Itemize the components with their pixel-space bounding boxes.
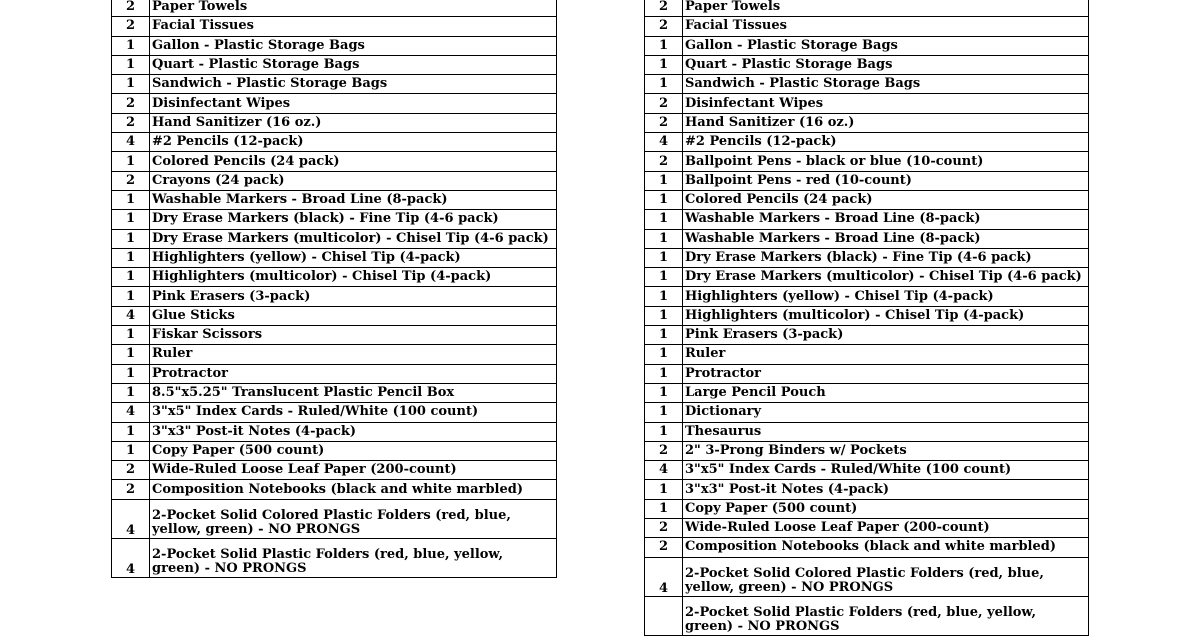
item-cell: 3"x5" Index Cards - Ruled/White (100 count) (683, 461, 1089, 480)
item-cell: Quart - Plastic Storage Bags (150, 55, 557, 74)
item-cell: Washable Markers - Broad Line (8-pack) (683, 229, 1089, 248)
table-row (112, 538, 557, 577)
table-row (112, 0, 557, 17)
quantity-cell: 1 (645, 306, 683, 325)
table-row (645, 0, 1089, 17)
table-row (645, 499, 1089, 518)
table-row (645, 461, 1089, 480)
table-row (645, 171, 1089, 190)
item-cell: 3"x5" Index Cards - Ruled/White (100 count) (150, 403, 557, 422)
quantity-cell: 1 (645, 171, 683, 190)
quantity-cell: 1 (112, 248, 150, 267)
item-cell: Gallon - Plastic Storage Bags (150, 36, 557, 55)
quantity-cell: 1 (645, 403, 683, 422)
item-cell: Paper Towels (150, 0, 557, 17)
quantity-cell: 4 (112, 306, 150, 325)
table-row (645, 75, 1089, 94)
table-row (112, 422, 557, 441)
item-cell: Protractor (150, 364, 557, 383)
quantity-cell: 1 (645, 190, 683, 209)
table-row (645, 36, 1089, 55)
supply-list-left (111, 0, 557, 578)
table-row (112, 210, 557, 229)
quantity-cell: 1 (645, 248, 683, 267)
table-row (112, 383, 557, 402)
table-row (645, 248, 1089, 267)
quantity-cell: 4 (112, 133, 150, 152)
item-cell: Gallon - Plastic Storage Bags (683, 36, 1089, 55)
quantity-cell: 2 (112, 480, 150, 499)
table-row (112, 345, 557, 364)
quantity-cell: 2 (112, 113, 150, 132)
quantity-cell: 1 (112, 152, 150, 171)
item-cell: #2 Pencils (12-pack) (683, 133, 1089, 152)
item-cell: Dictionary (683, 403, 1089, 422)
table-row (112, 17, 557, 36)
item-cell: Glue Sticks (150, 306, 557, 325)
quantity-cell: 4 (112, 499, 150, 538)
quantity-cell (645, 596, 683, 635)
quantity-cell: 1 (645, 268, 683, 287)
quantity-cell: 1 (645, 422, 683, 441)
quantity-cell: 1 (112, 287, 150, 306)
item-cell: 2-Pocket Solid Plastic Folders (red, blue, yellow, green) - NO PRONGS (150, 538, 557, 577)
item-cell: 3"x3" Post-it Notes (4-pack) (683, 480, 1089, 499)
table-row (645, 383, 1089, 402)
item-cell: Highlighters (yellow) - Chisel Tip (4-pack) (683, 287, 1089, 306)
item-cell: Disinfectant Wipes (683, 94, 1089, 113)
item-cell: Washable Markers - Broad Line (8-pack) (683, 210, 1089, 229)
item-cell: Highlighters (yellow) - Chisel Tip (4-pack) (150, 248, 557, 267)
quantity-cell: 2 (645, 17, 683, 36)
quantity-cell: 2 (112, 17, 150, 36)
item-cell: Sandwich - Plastic Storage Bags (150, 75, 557, 94)
quantity-cell: 1 (112, 345, 150, 364)
table-row (112, 461, 557, 480)
table-row (645, 519, 1089, 538)
quantity-cell: 1 (112, 55, 150, 74)
item-cell: 2-Pocket Solid Colored Plastic Folders (red, blue, yellow, green) - NO PRONGS (150, 499, 557, 538)
table-row (645, 441, 1089, 460)
quantity-cell: 1 (645, 326, 683, 345)
item-cell: Highlighters (multicolor) - Chisel Tip (4-pack) (683, 306, 1089, 325)
item-cell: Dry Erase Markers (black) - Fine Tip (4-6 pack) (150, 210, 557, 229)
quantity-cell: 2 (645, 94, 683, 113)
table-row (645, 152, 1089, 171)
quantity-cell: 4 (645, 461, 683, 480)
item-cell: Highlighters (multicolor) - Chisel Tip (4-pack) (150, 268, 557, 287)
item-cell: Disinfectant Wipes (150, 94, 557, 113)
table-row (645, 306, 1089, 325)
quantity-cell: 4 (112, 403, 150, 422)
quantity-cell: 1 (645, 480, 683, 499)
item-cell: Ruler (150, 345, 557, 364)
item-cell: Washable Markers - Broad Line (8-pack) (150, 190, 557, 209)
table-row (645, 133, 1089, 152)
table-row (645, 422, 1089, 441)
quantity-cell: 2 (112, 171, 150, 190)
quantity-cell: 1 (645, 55, 683, 74)
table-row (645, 210, 1089, 229)
table-row (112, 36, 557, 55)
quantity-cell: 1 (112, 229, 150, 248)
table-row (645, 538, 1089, 557)
item-cell: 3"x3" Post-it Notes (4-pack) (150, 422, 557, 441)
item-cell: Dry Erase Markers (black) - Fine Tip (4-6 pack) (683, 248, 1089, 267)
table-row (112, 403, 557, 422)
quantity-cell: 4 (645, 557, 683, 596)
quantity-cell: 1 (645, 210, 683, 229)
quantity-cell: 2 (645, 152, 683, 171)
quantity-cell: 1 (645, 287, 683, 306)
table-row (112, 326, 557, 345)
item-cell: Colored Pencils (24 pack) (150, 152, 557, 171)
quantity-cell: 1 (112, 190, 150, 209)
table-row (645, 229, 1089, 248)
item-cell: 8.5"x5.25" Translucent Plastic Pencil Box (150, 383, 557, 402)
quantity-cell: 1 (645, 345, 683, 364)
quantity-cell: 1 (645, 229, 683, 248)
item-cell: Wide-Ruled Loose Leaf Paper (200-count) (683, 519, 1089, 538)
table-row (645, 596, 1089, 635)
table-row (112, 248, 557, 267)
table-row (112, 499, 557, 538)
table-row (112, 480, 557, 499)
item-cell: Facial Tissues (150, 17, 557, 36)
quantity-cell: 1 (112, 326, 150, 345)
table-row (645, 364, 1089, 383)
quantity-cell: 1 (112, 268, 150, 287)
table-row (112, 113, 557, 132)
quantity-cell: 1 (645, 75, 683, 94)
quantity-cell: 4 (112, 538, 150, 577)
quantity-cell: 1 (112, 364, 150, 383)
table-row (645, 94, 1089, 113)
item-cell: Composition Notebooks (black and white marbled) (683, 538, 1089, 557)
quantity-cell: 1 (645, 383, 683, 402)
quantity-cell: 1 (112, 441, 150, 460)
quantity-cell: 2 (645, 0, 683, 17)
item-cell: #2 Pencils (12-pack) (150, 133, 557, 152)
item-cell: Thesaurus (683, 422, 1089, 441)
table-row (645, 557, 1089, 596)
quantity-cell: 1 (645, 36, 683, 55)
table-row (645, 326, 1089, 345)
table-row (112, 229, 557, 248)
table-row (112, 268, 557, 287)
item-cell: Composition Notebooks (black and white marbled) (150, 480, 557, 499)
item-cell: Copy Paper (500 count) (150, 441, 557, 460)
item-cell: 2-Pocket Solid Colored Plastic Folders (red, blue, yellow, green) - NO PRONGS (683, 557, 1089, 596)
item-cell: Sandwich - Plastic Storage Bags (683, 75, 1089, 94)
quantity-cell: 1 (645, 364, 683, 383)
item-cell: Dry Erase Markers (multicolor) - Chisel Tip (4-6 pack) (683, 268, 1089, 287)
item-cell: Facial Tissues (683, 17, 1089, 36)
table-row (112, 306, 557, 325)
table-row (645, 287, 1089, 306)
table-row (645, 345, 1089, 364)
quantity-cell: 2 (645, 519, 683, 538)
quantity-cell: 2 (645, 441, 683, 460)
table-row (112, 94, 557, 113)
quantity-cell: 1 (112, 210, 150, 229)
quantity-cell: 2 (112, 0, 150, 17)
table-row (645, 403, 1089, 422)
item-cell: Ballpoint Pens - red (10-count) (683, 171, 1089, 190)
item-cell: Hand Sanitizer (16 oz.) (150, 113, 557, 132)
table-row (645, 17, 1089, 36)
table-row (112, 75, 557, 94)
table-row (112, 441, 557, 460)
table-row (645, 55, 1089, 74)
quantity-cell: 1 (112, 36, 150, 55)
item-cell: Dry Erase Markers (multicolor) - Chisel Tip (4-6 pack) (150, 229, 557, 248)
item-cell: Crayons (24 pack) (150, 171, 557, 190)
supply-list-right-body (645, 0, 1089, 635)
item-cell: Copy Paper (500 count) (683, 499, 1089, 518)
quantity-cell: 1 (112, 383, 150, 402)
quantity-cell: 2 (645, 113, 683, 132)
item-cell: Ballpoint Pens - black or blue (10-count) (683, 152, 1089, 171)
quantity-cell: 1 (645, 499, 683, 518)
item-cell: Large Pencil Pouch (683, 383, 1089, 402)
table-row (112, 190, 557, 209)
item-cell: Hand Sanitizer (16 oz.) (683, 113, 1089, 132)
supply-list-right (644, 0, 1089, 636)
quantity-cell: 2 (645, 538, 683, 557)
item-cell: 2" 3-Prong Binders w/ Pockets (683, 441, 1089, 460)
table-row (112, 152, 557, 171)
item-cell: Quart - Plastic Storage Bags (683, 55, 1089, 74)
table-row (645, 190, 1089, 209)
item-cell: Fiskar Scissors (150, 326, 557, 345)
item-cell: Pink Erasers (3-pack) (150, 287, 557, 306)
table-row (112, 55, 557, 74)
quantity-cell: 2 (112, 461, 150, 480)
item-cell: Protractor (683, 364, 1089, 383)
quantity-cell: 1 (112, 422, 150, 441)
table-row (112, 364, 557, 383)
quantity-cell: 4 (645, 133, 683, 152)
table-row (112, 171, 557, 190)
item-cell: Wide-Ruled Loose Leaf Paper (200-count) (150, 461, 557, 480)
quantity-cell: 1 (112, 75, 150, 94)
table-row (112, 133, 557, 152)
item-cell: Ruler (683, 345, 1089, 364)
item-cell: 2-Pocket Solid Plastic Folders (red, blue, yellow, green) - NO PRONGS (683, 596, 1089, 635)
item-cell: Paper Towels (683, 0, 1089, 17)
table-row (112, 287, 557, 306)
table-row (645, 268, 1089, 287)
table-row (645, 480, 1089, 499)
item-cell: Pink Erasers (3-pack) (683, 326, 1089, 345)
quantity-cell: 2 (112, 94, 150, 113)
item-cell: Colored Pencils (24 pack) (683, 190, 1089, 209)
supply-list-left-body (112, 0, 557, 577)
table-row (645, 113, 1089, 132)
